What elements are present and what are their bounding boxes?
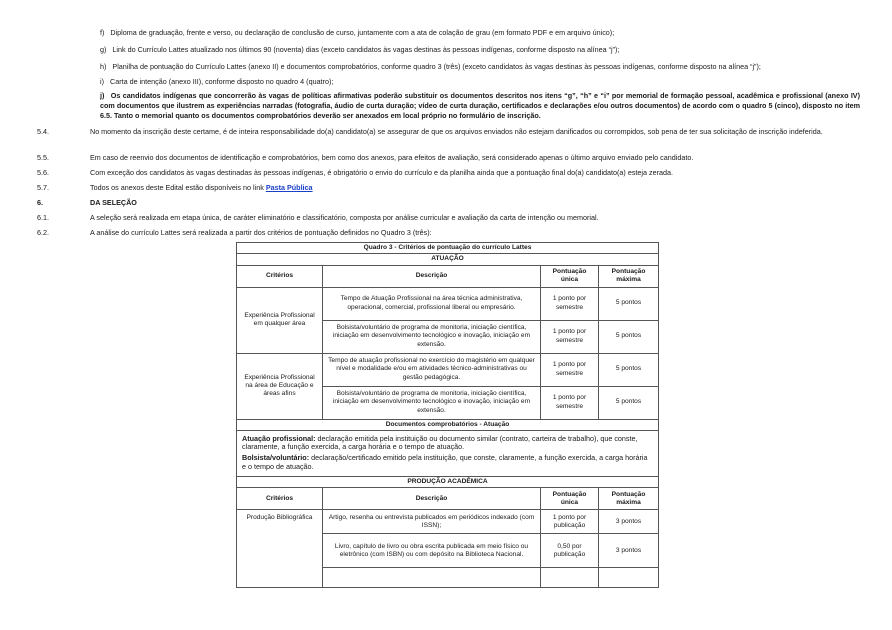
descricao-cell: Tempo de atuação profissional no exercício do magistério em qualquer nível e modalidade e/ou em atividades técnico-administrativas ou gestão pedagógica.: [323, 353, 541, 386]
paragraph-number: 5.5.: [37, 153, 49, 162]
list-item-i: [100, 77, 860, 87]
doc-label: Bolsista/voluntário:: [242, 453, 310, 463]
pontuacao-unica-cell: 1 ponto por publicação: [541, 510, 599, 534]
pontuacao-unica-cell: 1 ponto por semestre: [541, 287, 599, 320]
header-pontuacao-unica: Pontuação única: [541, 488, 599, 510]
paragraph-text: A seleção será realizada em etapa única, de caráter eliminatório e classificatório, composta por análise curricular e avaliação da carta de intenção ou memorial.: [90, 213, 599, 222]
pasta-publica-link[interactable]: Pasta Pública: [265, 183, 313, 192]
table-title: Quadro 3 - Critérios de pontuação do currículo Lattes: [237, 243, 659, 254]
criterio-cell: Produção Bibliográfica: [237, 510, 323, 588]
item-label: f): [100, 28, 105, 37]
list-item-j: [100, 91, 860, 121]
item-label: h): [100, 62, 107, 71]
header-criterios: Critérios: [237, 265, 323, 287]
paragraph-number: 6.1.: [37, 213, 49, 222]
section-title: DA SELEÇÃO: [90, 198, 137, 207]
section-heading-6: [37, 198, 857, 208]
doc-label: Atuação profissional:: [242, 433, 316, 443]
header-descricao: Descrição: [323, 488, 541, 510]
paragraph-number: 5.4.: [37, 127, 49, 136]
item-label: g): [100, 45, 107, 54]
pontuacao-unica-cell: 1 ponto por semestre: [541, 320, 599, 353]
paragraph-text: A análise do currículo Lattes será realizada a partir dos critérios de pontuação definidos no Quadro 3 (três):: [90, 228, 432, 237]
section-atuacao: ATUAÇÃO: [237, 254, 659, 265]
pontuacao-unica-cell: 1 ponto por semestre: [541, 386, 599, 419]
empty-cell: [323, 568, 541, 588]
item-text: Diploma de graduação, frente e verso, ou declaração de conclusão de curso, juntamente com a ata de colação de grau (em formato PDF e em arquivo único);: [110, 28, 615, 37]
docs-cell: [237, 430, 659, 476]
paragraph-5-4: [37, 127, 857, 137]
descricao-cell: Artigo, resenha ou entrevista publicados em periódicos indexado (com ISSN);: [323, 510, 541, 534]
list-item-f: [100, 28, 860, 38]
descricao-cell: Tempo de Atuação Profissional na área técnica administrativa, operacional, comercial, profissional liberal ou empresário.: [323, 287, 541, 320]
descricao-cell: Livro, capítulo de livro ou obra escrita publicada em meio físico ou eletrônico (com ISBN) ou com depósito na Biblioteca Nacional.: [323, 534, 541, 568]
paragraph-number: 5.6.: [37, 168, 49, 177]
item-text: Planilha de pontuação do Currículo Lattes (anexo II) e documentos comprobatórios, conforme quadro 3 (três) (exceto candidatos às vagas destinas às pessoas indígenas, conforme disposto na alínea “j”);: [112, 62, 761, 71]
docs-title: Documentos comprobatórios - Atuação: [237, 419, 659, 430]
doc-bolsista: [242, 454, 653, 471]
paragraph-text: Todos os anexos deste Edital estão disponíveis no link: [90, 183, 266, 192]
paragraph-text: No momento da inscrição deste certame, é de inteira responsabilidade do(a) candidato(a) se assegurar de que os arquivos enviados não estejam danificados ou corrompidos, sob pena de ter sua solicitação de inscrição indeferida.: [90, 127, 823, 136]
pontuacao-maxima-cell: 5 pontos: [599, 386, 659, 419]
item-label: j): [100, 91, 105, 100]
paragraph-6-2: [37, 228, 857, 238]
pontuacao-maxima-cell: 3 pontos: [599, 534, 659, 568]
paragraph-5-7: [37, 183, 857, 193]
paragraph-text: Em caso de reenvio dos documentos de identificação e comprobatórios, bem como dos anexos, para efeitos de avaliação, será considerado apenas o último arquivo enviado pelo candidato.: [90, 153, 694, 162]
header-pontuacao-maxima: Pontuação máxima: [599, 488, 659, 510]
paragraph-number: 6.: [37, 198, 43, 207]
paragraph-text: Com exceção dos candidatos às vagas destinadas às pessoas indígenas, é obrigatório o envio do currículo e da planilha ainda que a pontuação final do(a) candidato(a) esteja zerada.: [90, 168, 673, 177]
paragraph-number: 5.7.: [37, 183, 49, 192]
list-item-h: [100, 62, 860, 72]
section-producao-academica: PRODUÇÃO ACADÊMICA: [237, 477, 659, 488]
pontuacao-maxima-cell: 3 pontos: [599, 510, 659, 534]
table-row: [237, 287, 659, 320]
criterio-cell: Experiência Profissional em qualquer área: [237, 287, 323, 353]
item-text: Carta de intenção (anexo III), conforme disposto no quadro 4 (quatro);: [110, 77, 334, 86]
pontuacao-maxima-cell: 5 pontos: [599, 287, 659, 320]
header-pontuacao-unica: Pontuação única: [541, 265, 599, 287]
pontuacao-maxima-cell: 5 pontos: [599, 353, 659, 386]
header-descricao: Descrição: [323, 265, 541, 287]
empty-cell: [599, 568, 659, 588]
item-text: Link do Currículo Lattes atualizado nos últimos 90 (noventa) dias (exceto candidatos às vagas destinas às pessoas indígenas, conforme disposto na alínea “j”);: [112, 45, 620, 54]
paragraph-5-5: [37, 153, 857, 163]
pontuacao-unica-cell: 1 ponto por semestre: [541, 353, 599, 386]
item-label: i): [100, 77, 104, 86]
paragraph-6-1: [37, 213, 857, 223]
header-criterios: Critérios: [237, 488, 323, 510]
criteria-table: [236, 242, 659, 588]
pontuacao-unica-cell: 0,50 por publicação: [541, 534, 599, 568]
descricao-cell: Bolsista/voluntário de programa de monitoria, iniciação científica, iniciação em desenvolvimento tecnológico e inovação, iniciação em extensão.: [323, 320, 541, 353]
doc-text: declaração emitida pela instituição ou documento similar (contrato, carteira de trabalho), que conste, claramente, a função exercida, a carga horária e o tempo de atuação.: [242, 433, 638, 452]
pontuacao-maxima-cell: 5 pontos: [599, 320, 659, 353]
header-pontuacao-maxima: Pontuação máxima: [599, 265, 659, 287]
table-row: [237, 510, 659, 534]
doc-text: declaração/certificado emitido pela instituição, que conste, claramente, a função exercida, a carga horária e o tempo de atuação.: [242, 453, 648, 471]
list-item-g: [100, 45, 860, 55]
descricao-cell: Bolsista/voluntário de programa de monitoria, iniciação científica, iniciação em desenvolvimento tecnológico e inovação, iniciação em extensão.: [323, 386, 541, 419]
item-text: Os candidatos indígenas que concorrerão às vagas de políticas afirmativas poderão substituir os documentos descritos nos itens “g”, “h” e “i” por memorial de formação pessoal, acadêmica e profissional (anexo IV) com documentos que ilustrem as experiências narradas (fotografia, áudio de curta duração; vídeo de curta duração, certificados e declarações e/ou outros documentos) de acordo com o quadro 5 (cinco), disposto no item 6.5. Tanto o memorial quanto os documentos comprobatórios deverão ser anexados em local próprio no formulário de inscrição.: [100, 91, 860, 120]
criterio-cell: Experiência Profissional na área de Educação e áreas afins: [237, 353, 323, 419]
paragraph-number: 6.2.: [37, 228, 49, 237]
paragraph-5-6: [37, 168, 857, 178]
table-row: [237, 353, 659, 386]
empty-cell: [541, 568, 599, 588]
doc-atuacao-profissional: [242, 435, 653, 452]
